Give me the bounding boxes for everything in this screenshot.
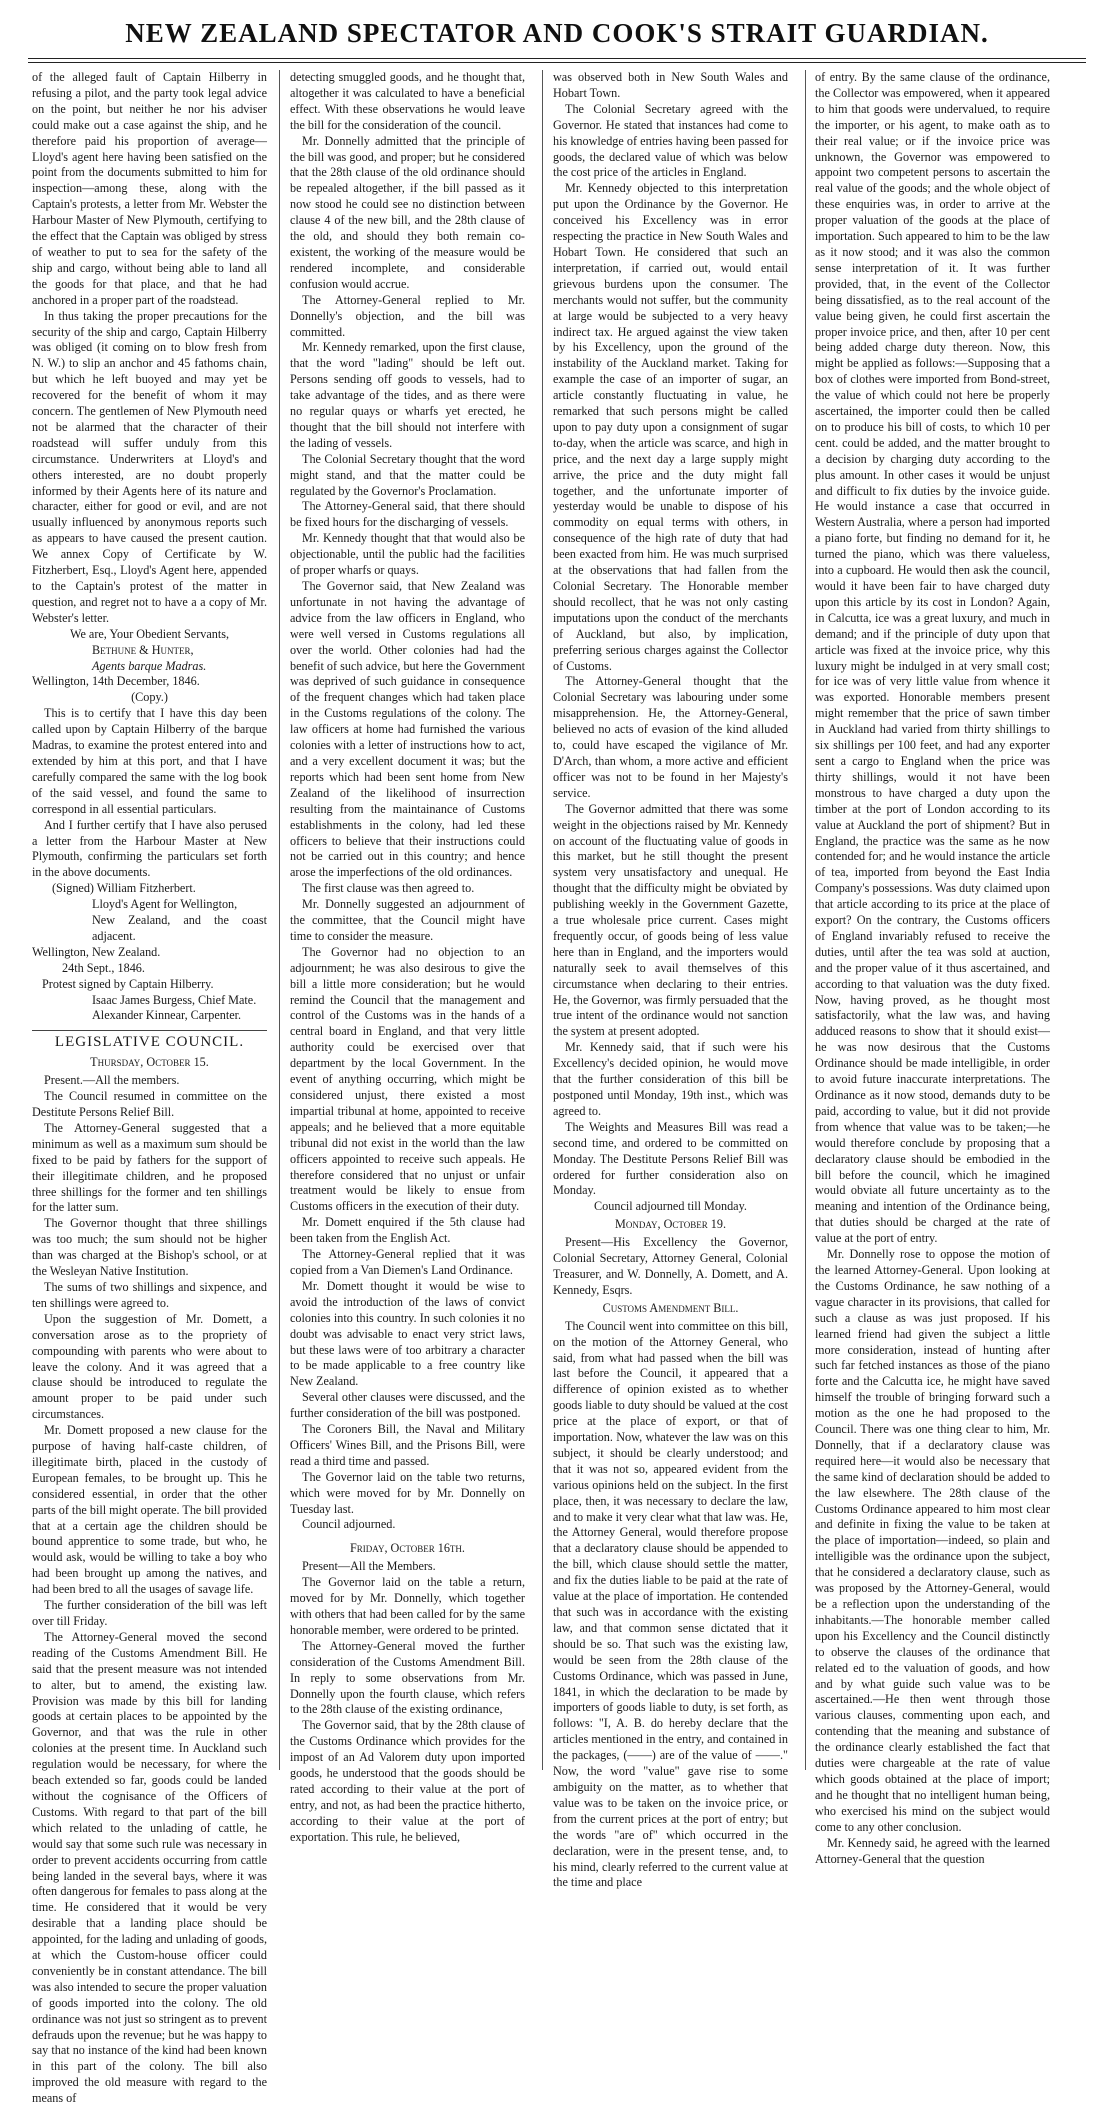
place-line: Wellington, New Zealand. bbox=[32, 944, 161, 959]
paragraph: Mr. Kennedy objected to this interpretation put upon the Ordinance by the Governor. He conceived his Excellency was in error respecting the practice in New South Wales and Hobart Town. He considered that such an interpretation, if carried out, would entail grievous burdens upon the consumer. The merchants would not suffer, but the community at large would be subjected to a very heavy indirect tax. He argued against the view taken by his Excellency, upon the ground of the instability of the Auckland market. Taking for example the case of an importer of sugar, an article constantly fluctuating in value, he remarked that such persons might be called upon to pay duty upon a consignment of sugar to-day, when the article was scarce, and high in price, and the next day a large supply might arrive, the price and the duty might fall together, and the unfortunate importer of yesterday would be unable to dispose of his commodity on equal terms with others, in consequence of the high rate of duty that had been exacted from him. He was much surprised at the observations that had fallen from the Colonial Secretary. The Honorable member should recollect, that he was not only casting imputations upon the conduct of the merchants of Auckland, but also, by implication, preferring serious charges against the Collector of Customs. bbox=[553, 181, 788, 673]
paragraph: The Governor laid on the table two returns, which were moved for by Mr. Donnelly on Tuesday last. bbox=[290, 1469, 525, 1516]
paragraph: The Council went into committee on this bill, on the motion of the Attorney General, who said, from what had passed when the bill was last before the Council, it appeared that a difference of opinion existed as to whether goods liable to duty should be valued at the cost price at the place of export, or that of importation. Now, whatever the law was on this subject, it should be clearly understood; and that it was not so, appeared evident from the various opinions held on the subject. In the first place, then, it was necessary to declare the law, and to make it very clear what that law was. He, the Attorney General, would therefore propose that a declaratory clause should be appended to the bill, which clause should settle the matter, and fix the duties liable to be paid at the rate of value at the place of importation. He contended that such was in accordance with the existing law, and that common sense dictated that it should be so. That such was the existing law, would be seen from the 28th clause of the Customs Ordinance, which was passed in June, 1841, in which the declaration to be made by importers of goods liable to duty, is set forth, as follows: "I, A. B. do hereby declare that the articles mentioned in the entry, and contained in the packages, (——) are of the value of ——." Now, the word "value" gave rise to some ambiguity on the matter, as to whether that value was to be taken on the invoice price, or from the current prices at the port of entry; but the words "are of" which occurred in the declaration, were in the present tense, and, to his mind, clearly referred to the current value at the time and place bbox=[553, 1318, 788, 1890]
paragraph: Mr. Donnelly suggested an adjournment of the committee, that the Council might have time to consider the measure. bbox=[290, 897, 525, 943]
signers-role: Agents barque Madras. bbox=[92, 658, 207, 673]
paragraph: Present—All the Members. bbox=[302, 1559, 436, 1574]
protest-line: Protest signed by Captain Hilberry. bbox=[42, 976, 214, 991]
day-heading: Monday, October 19. bbox=[614, 1217, 727, 1232]
paragraph: And I further certify that I have also perused a letter from the Harbour Master at New Plymouth, confirming the particulars set forth in the above documents. bbox=[32, 817, 267, 880]
mate-line: Isaac James Burgess, Chief Mate. bbox=[92, 992, 257, 1007]
paragraph: The Governor said, that by the 28th clause of the Customs Ordinance which provides for the impost of an Ad Valorem duty upon imported goods, he understood that the goods should be rated according to their value at the port of entry, and not, as had been the practice hitherto, according to their value at the port of exportation. This rule, he believed, bbox=[290, 1718, 525, 1844]
paragraph: The Governor admitted that there was some weight in the objections raised by Mr. Kennedy on account of the fluctuating value of goods in this market, but he still thought the present system very unsatisfactory and unequal. He thought that the difficulty might be obviated by publishing weekly in the Government Gazette, a true wholesale price current. Cases might frequently occur, of goods being of less value here than in England, and the importers would naturally seek to avail themselves of this circumstance when declaring to their entries. He, the Governor, was firmly persuaded that the true intent of the ordinance would not sanction the system at present adopted. bbox=[553, 801, 788, 1039]
paragraph: The Attorney-General suggested that a minimum as well as a maximum sum should be fixed to be paid by fathers for the support of their illegitimate children, and he proposed three shillings for the former and ten shillings for the latter sum. bbox=[32, 1120, 267, 1215]
paragraph: The Governor had no objection to an adjournment; he was also desirous to give the bill a little more consideration; but he would remind the Council that the management and control of the Customs was in the hands of a central board in England, and that very little authority could be exercised over that department by the local Government. In the event of anything occurring, which might be considered unjust, there existed a most impartial tribunal at home, appointed to receive appeals; and he believed that a more equitable tribunal did not exist in the world than the law officers appointed to receive such appeals. He therefore considered that no unjust or unfair treatment would be likely to ensue from Customs officers in the execution of their duty. bbox=[290, 944, 525, 1214]
column-divider bbox=[542, 70, 543, 1770]
paragraph: The Governor laid on the table a return, moved for by Mr. Donnelly, which together with others that had been called for by the same honorable member, were ordered to be printed. bbox=[290, 1575, 525, 1637]
certificate-date: 24th Sept., 1846. bbox=[62, 960, 145, 975]
paragraph: The first clause was then agreed to. bbox=[302, 881, 475, 896]
paragraph: Mr. Donnelly rose to oppose the motion of the learned Attorney-General. Upon looking at the Customs Ordinance, he saw nothing of a vague character in its provisions, that called for such a clause as was just proposed. If his learned friend had given the subject a little more consideration, instead of hunting after such far fetched instances as those of the piano forte and the Calcutta ice, he might have saved himself the trouble of bringing forward such a motion as the one he had proposed to the Council. There was one thing clear to him, Mr. Donnelly, that if a declaratory clause was required here—it would also be necessary that the same kind of declaration should be added to the law elsewhere. The 28th clause of the Customs Ordinance appeared to him most clear and definite in fixing the value to be taken at the place of importation—indeed, so plain and intelligible was the ordinance upon the subject, that he considered a declaratory clause, such as was proposed by the Attorney-General, would be a reflection upon the understanding of the inhabitants.—The honorable member called upon his Excellency and the Council distinctly to observe the clauses of the ordinance that related ed to the valuation of goods, and how and by what guide such value was to be ascertained.—He then went through those various clauses, commenting upon each, and contending that the meaning and substance of the ordinance clearly established the fact that duties were chargeable at the rate of value which goods obtained at the place of import; and he thought that no intelligent human being, who exercised his mind on the subject would come to any other conclusion. bbox=[815, 1247, 1050, 1834]
paragraph: Mr. Donnelly admitted that the principle of the bill was good, and proper; but he considered that the 28th clause of the old ordinance should be repealed altogether, if the bill passed as it now stood he could see no distinction between clause 4 of the new bill, and the 28th clause of the old, and should they both remain co-existent, the working of the measure would be rendered incomplete, and considerable confusion would accrue. bbox=[290, 133, 525, 291]
paragraph: of entry. By the same clause of the ordinance, the Collector was empowered, when it appeared to him that goods were undervalued, to require the importer, or his agent, to make oath as to their real value; or if the invoice price was unknown, the Governor was empowered to appoint two competent persons to ascertain the real value of the goods; and the whole object of these enquiries was, in order to arrive at the proper valuation of the goods at the place of importation. Such appeared to him to be the law as it now stood; and it was also the common sense interpretation of it. It was further provided, that, in the event of the Collector being dissatisfied, as to the real account of the value being given, he could first ascertain the proper invoice price, and then, after 10 per cent being added charge duty thereon. Now, this might be applied as follows:—Supposing that a box of clothes were imported from Bond-street, the value of which could not here be properly ascertained, the importer could then be called on to produce his bill of costs, to which 10 per cent. could be added, and the matter brought to a decision by charging duty according to the plus amount. In other cases it would be unjust and difficult to fix duties by the invoice guide. He would instance a case that occurred in Western Australia, where a person had imported a piano forte, but finding no demand for it, he turned the piano, which was there valueless, into a cupboard. He would then ask the council, would it have been fair to have charged duty upon this article by its cost in London? Again, in Calcutta, ice was a great luxury, and much in demand; and if the principle of duty upon that article was fixed at the invoice price, why this luxury might be indulged in at very small cost; for ice was of very little value from whence it was exported. Honorable members present might remember that the price of sawn timber in Auckland had varied from thirty shillings to six shillings per 100 feet, and had any exporter sent a cargo to England when the price was thirty shillings, would it not have been monstrous to have charged a duty upon the timber at the port of London according to its value at Auckland the port of shipment? But in England, the practice was the same as he now contended for; and he would instance the article of tea, imported from beyond the East India Company's possessions. Was duty claimed upon that article according to its price at the place of export? On the contrary, the Customs officers of England invariably refused to receive the duties, until after the tea was sold at auction, and the proper value of it thus ascertained, and according to that valuation was the duty fixed. Now, having proved, as he thought most satisfactorily, what the law was, and having adduced reasons to show that it should exist—he was now desirous that the Customs Ordinance should be made intelligible, in order to avoid future inaccurate interpretations. The Ordinance as it now stood, demands duty to be paid, according to value, but it did not provide from whence that value was to be taken;—he would therefore conclude by proposing that a declaratory clause should be embodied in the bill before the council, which he imagined would obviate all future uncertainty as to the meaning and intention of the Ordinance being, that duties should be charged at the rate of value at the port of entry. bbox=[815, 70, 1050, 1246]
signers: Bethune & Hunter, bbox=[92, 642, 194, 657]
paragraph: The Attorney-General replied that it was copied from a Van Diemen's Land Ordinance. bbox=[290, 1247, 525, 1277]
paragraph: The Attorney-General said, that there should be fixed hours for the discharging of vessels. bbox=[290, 499, 525, 530]
masthead-rule-thin bbox=[28, 62, 1086, 63]
column-divider bbox=[279, 70, 280, 1770]
paragraph: The Weights and Measures Bill was read a second time, and ordered to be committed on Monday. The Destitute Persons Relief Bill was ordered for further consideration also on Monday. bbox=[553, 1119, 788, 1198]
masthead: NEW ZEALAND SPECTATOR AND COOK'S STRAIT GUARDIAN. bbox=[125, 18, 989, 48]
paragraph: Mr. Kennedy said, he agreed with the learned Attorney-General that the question bbox=[815, 1835, 1050, 1866]
masthead-rule bbox=[28, 58, 1086, 59]
paragraph: Mr. Kennedy thought that that would also be objectionable, until the public had the facilities of proper wharfs or quays. bbox=[290, 531, 525, 578]
paragraph: of the alleged fault of Captain Hilberry in refusing a pilot, and the party took legal advice on the point, but neither he nor his adviser could make out a case against the ship, and he therefore paid his proportion of average—Lloyd's agent here having been satisfied on the point from the documents submitted to him for inspection—among these, along with the Captain's protests, a letter from Mr. Webster the Harbour Master of New Plymouth, certifying to the effect that the Captain was obliged by stress of weather to put to sea for the safety of the ship and cargo, without being able to land all the goods for that place, and that he had anchored in a proper part of the roadstead. bbox=[32, 70, 267, 307]
column-1 bbox=[32, 70, 268, 2106]
paragraph: The Colonial Secretary thought that the word might stand, and that the matter could be regulated by the Governor's Proclamation. bbox=[290, 451, 525, 498]
paragraph: was observed both in New South Wales and Hobart Town. bbox=[553, 70, 788, 100]
paragraph: Mr. Kennedy said, that if such were his Excellency's decided opinion, he would move that the further consideration of this bill be postponed until Monday, 19th inst., which was agreed to. bbox=[553, 1040, 788, 1118]
paragraph: The further consideration of the bill was left over till Friday. bbox=[32, 1598, 267, 1628]
column-2 bbox=[290, 70, 525, 1844]
paragraph: Mr. Domett proposed a new clause for the purpose of having half-caste children, of illegitimate birth, placed in the custody of European females, to be brought up. This he considered essential, in order that the other parts of the bill might operate. The bill provided that at a certain age the children should be bound apprentice to some trade, but who, he would ask, would be willing to take a boy who had been brought up among the natives, and had been bred to all the usages of savage life. bbox=[32, 1423, 268, 1597]
paragraph: In thus taking the proper precautions for the security of the ship and cargo, Captain Hilberry was obliged (it coming on to blow fresh from N. W.) to slip an anchor and 45 fathoms chain, but which he left buoyed and may yet be recovered for the benefit of whom it may concern. The gentlemen of New Plymouth need not be alarmed that the character of their roadstead will suffer unduly from this circumstance. Underwriters at Lloyd's and others interested, are no doubt properly informed by their Agents here of its nature and character, either for good or evil, and are not usually influenced by anonymous reports such as appears to have caused the present caution. We annex Copy of Certificate by W. Fitzherbert, Esq., Lloyd's Agent here, appended to the Captain's protest of the matter in question, and regret not to have a a copy of Mr. Webster's letter. bbox=[32, 308, 267, 625]
letter-date: Wellington, 14th December, 1846. bbox=[32, 674, 200, 689]
column-divider bbox=[805, 70, 806, 1770]
paragraph: Council adjourned till Monday. bbox=[594, 1199, 747, 1214]
paragraph: The Colonial Secretary agreed with the Governor. He stated that instances had come to his knowledge of entries having been passed for goods, the declared value of which was below the cost price of the articles in England. bbox=[553, 101, 788, 180]
paragraph: Present.—All the members. bbox=[44, 1073, 180, 1088]
paragraph: Several other clauses were discussed, and the further consideration of the bill was postponed. bbox=[290, 1390, 525, 1421]
paragraph: Present—His Excellency the Governor, Colonial Secretary, Attorney General, Colonial Treasurer, and W. Donnelly, A. Domett, and A. Kennedy, Esqrs. bbox=[553, 1235, 788, 1297]
letter-closing: We are, Your Obedient Servants, bbox=[69, 626, 230, 641]
paragraph: The Governor thought that three shillings was too much; the sum should not be higher than was charged at the Bishop's school, or at the Wesleyan Native Institution. bbox=[32, 1216, 267, 1279]
paragraph: The sums of two shillings and sixpence, and ten shillings were agreed to. bbox=[32, 1279, 267, 1310]
carpenter-line: Alexander Kinnear, Carpenter. bbox=[92, 1008, 242, 1023]
column-3 bbox=[553, 70, 788, 1890]
paragraph: Mr. Domett thought it would be wise to avoid the introduction of the laws of convict colonies into this country. In such colonies it no doubt was advisable to enact very strict laws, but these laws were of too arbitrary a character to be made applicable to a free country like New Zealand. bbox=[290, 1278, 525, 1389]
paragraph: This is to certify that I have this day been called upon by Captain Hilberry of the barque Madras, to examine the protest entered into and extended by him at this port, and that I have carefully compared the same with the log book of the said vessel, and found the same to correspond in all essential particulars. bbox=[32, 706, 267, 816]
paragraph: The Attorney-General moved the second reading of the Customs Amendment Bill. He said that the present measure was not intended to alter, but to amend, the existing law. Provision was made by this bill for landing goods at certain places to be appointed by the Governor, and that was the rule in other colonies at the present time. In Auckland such regulation would be necessary, for where the beach extended so far, goods could be landed without the cognisance of the Officers of Customs. With regard to that part of the bill which related to the unlading of cattle, he would say that some such rule was necessary in order to prevent accidents occurring from cattle being landed in the several bays, where it was often dangerous for females to pass along at the time. He considered that it would be very desirable that a landing place should be appointed, for the lading and unlading of goods, at which the Custom-house officer could conveniently be in constant attendance. The bill was also intended to secure the proper valuation of goods imported into the colony. The old ordinance was not just so stringent as to prevent defrauds upon the revenue; but he was happy to say that no instance of the kind had been known in this part of the colony. The bill also improved the old measure with regard to the means of bbox=[32, 1629, 267, 2106]
signed-role-2: New Zealand, and the coast adjacent. bbox=[92, 913, 267, 943]
paragraph: Upon the suggestion of Mr. Domett, a conversation arose as to the propriety of compounding with parents who were about to leave the colony. And it was agreed that a clause should be introduced to regulate the amount proper to be paid under such circumstances. bbox=[32, 1311, 267, 1422]
paragraph: Mr. Domett enquired if the 5th clause had been taken from the English Act. bbox=[290, 1215, 525, 1246]
paragraph: The Attorney-General thought that the Colonial Secretary was labouring under some misapprehension. He, the Attorney-General, believed no acts of evasion of the kind alluded to, could have escaped the vigilance of Mr. D'Arch, than whom, a more active and efficient officer was not to be found in her Majesty's service. bbox=[553, 674, 788, 800]
paragraph: The Attorney-General moved the further consideration of the Customs Amendment Bill. In reply to some observations from Mr. Donnelly upon the fourth clause, which refers to the 28th clause of the existing ordinance, bbox=[290, 1638, 525, 1717]
day-heading: Friday, October 16th. bbox=[350, 1541, 465, 1556]
paragraph: Mr. Kennedy remarked, upon the first clause, that the word "lading" should be left out. Persons sending off goods to vessels, had to take advantage of the tides, and as there were no regular quays or wharfs yet erected, he thought that the bill should not interfere with the lading of vessels. bbox=[290, 340, 525, 450]
paragraph: The Governor said, that New Zealand was unfortunate in not having the advantage of advice from the law officers in England, who were well versed in Customs regulations all over the world. Other colonies had had the benefit of such advice, but here the Government was deprived of such guidance in consequence of the frequent changes which had taken place in the Customs regulations of the colony. The law officers at home had furnished the various colonies with a letter of instructions how to act, and a very excellent document it was; but the reports which had been sent home from New Zealand of the likelihood of insurrection resulting from the maintainance of Customs establishments in the colony, had led these officers to believe that their instructions could not be carried out in this country; and hence arose the imperfections of the old ordinances. bbox=[290, 579, 525, 880]
paragraph: The Council resumed in committee on the Destitute Persons Relief Bill. bbox=[32, 1089, 267, 1119]
copy-label: (Copy.) bbox=[131, 690, 168, 705]
signed-role: Lloyd's Agent for Wellington, bbox=[92, 897, 238, 912]
paragraph: The Coroners Bill, the Naval and Military Officers' Wines Bill, and the Prisons Bill, were read a third time and passed. bbox=[290, 1422, 525, 1468]
day-heading: Thursday, October 15. bbox=[90, 1055, 209, 1070]
column-4 bbox=[815, 70, 1050, 1866]
section-heading: LEGISLATIVE COUNCIL. bbox=[32, 1030, 267, 1051]
paragraph: Council adjourned. bbox=[302, 1517, 396, 1532]
paragraph: The Attorney-General replied to Mr. Donnelly's objection, and the bill was committed. bbox=[290, 292, 525, 339]
paragraph: detecting smuggled goods, and he thought that, altogether it was calculated to have a beneficial effect. With these observations he would leave the bill for the consideration of the council. bbox=[290, 70, 525, 132]
bill-heading: Customs Amendment Bill. bbox=[602, 1300, 739, 1315]
signed-line: (Signed) William Fitzherbert. bbox=[52, 881, 196, 896]
